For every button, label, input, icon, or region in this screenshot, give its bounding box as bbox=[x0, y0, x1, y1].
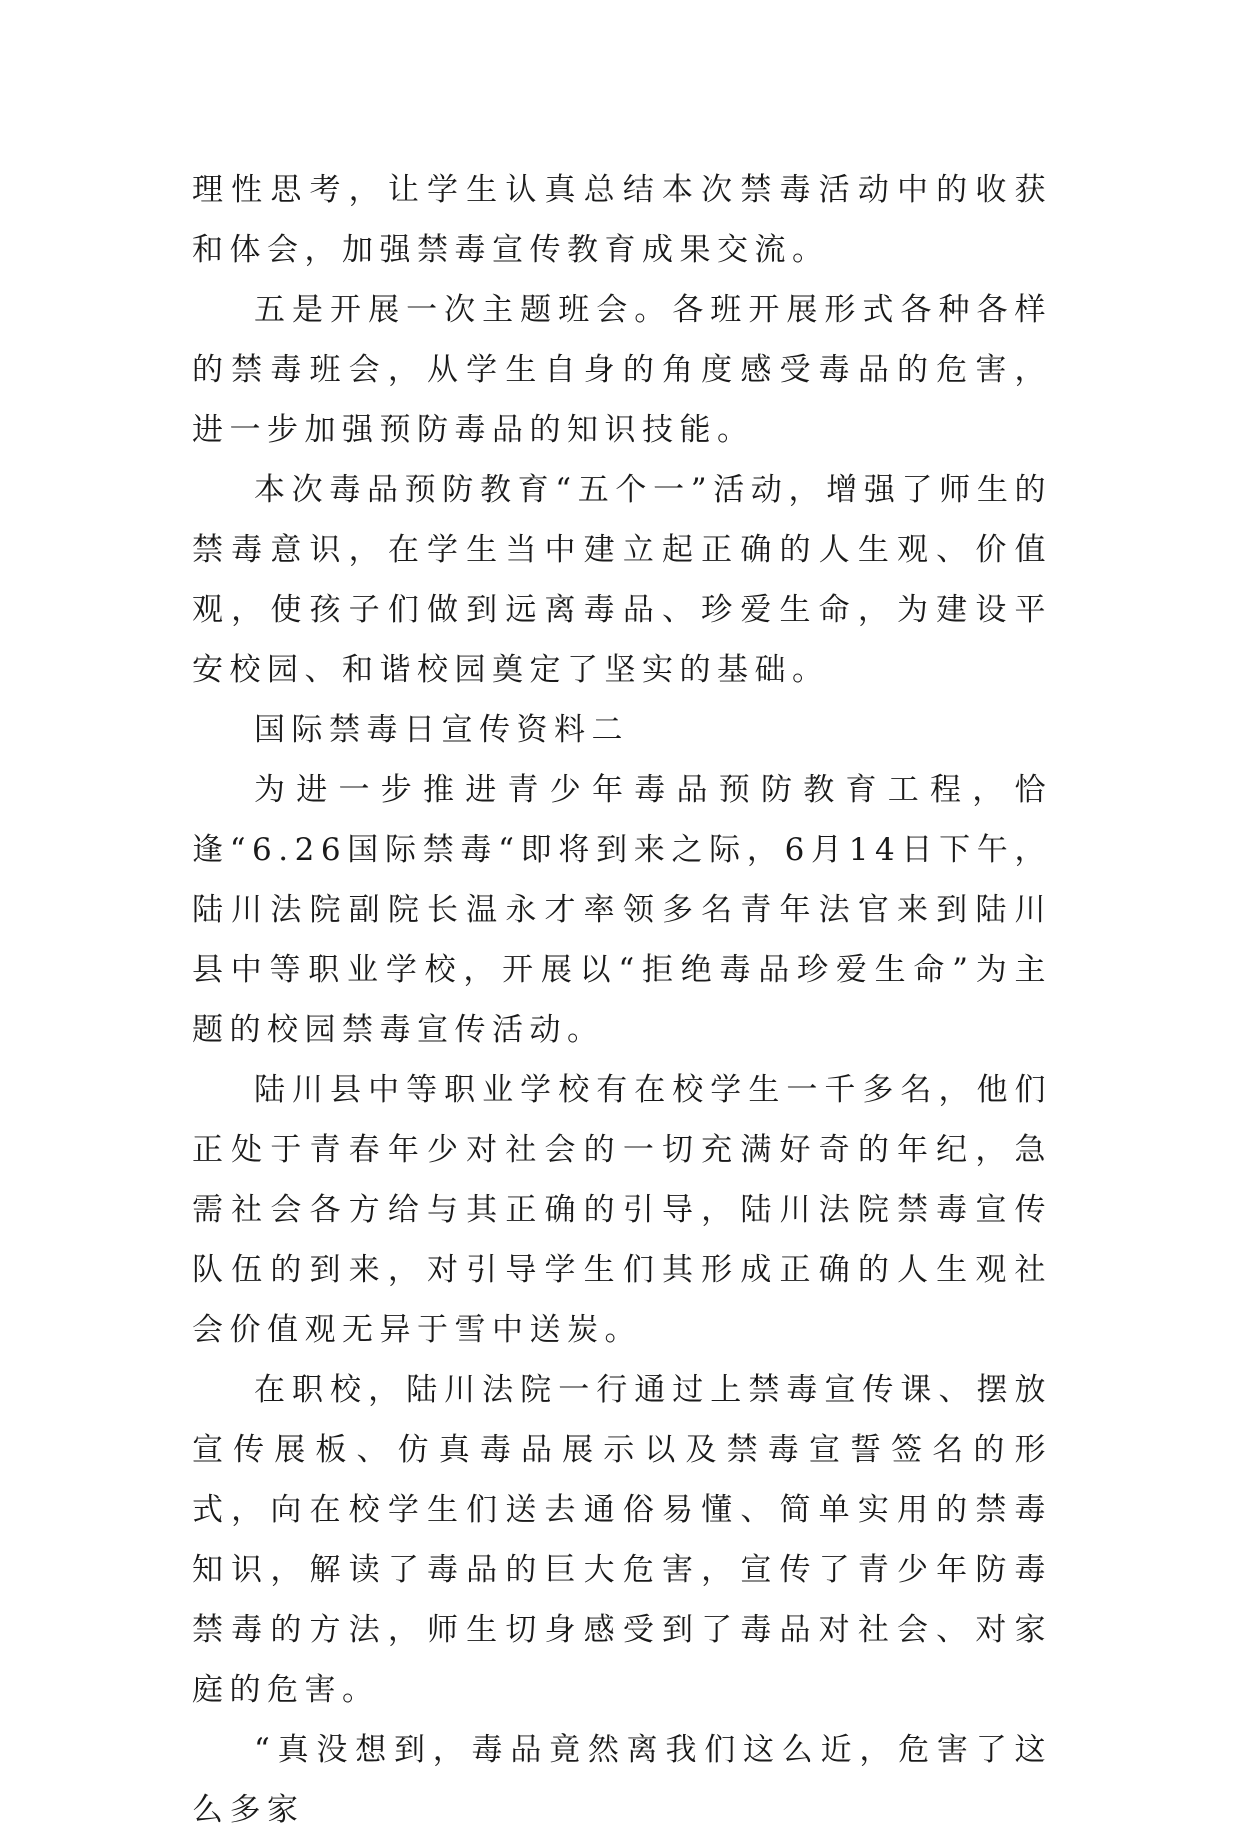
paragraph-1: 理性思考，让学生认真总结本次禁毒活动中的收获和体会，加强禁毒宣传教育成果交流。 bbox=[192, 172, 1052, 268]
section-heading: 国际禁毒日宣传资料二 bbox=[254, 712, 629, 748]
document-body bbox=[192, 160, 1052, 1840]
paragraph-5: 陆川县中等职业学校有在校学生一千多名，他们正处于青春年少对社会的一切充满好奇的年纪，急需社会各方给与其正确的引导，陆川法院禁毒宣传队伍的到来，对引导学生们其形成正确的人生观社会价值观无异于雪中送炭。 bbox=[192, 1072, 1052, 1348]
paragraph-7: “真没想到，毒品竟然离我们这么近，危害了这么多家 bbox=[192, 1732, 1052, 1828]
paragraph-2: 五是开展一次主题班会。各班开展形式各种各样的禁毒班会，从学生自身的角度感受毒品的危害，进一步加强预防毒品的知识技能。 bbox=[192, 292, 1052, 448]
paragraph-3: 本次毒品预防教育“五个一”活动，增强了师生的禁毒意识，在学生当中建立起正确的人生观、价值观，使孩子们做到远离毒品、珍爱生命，为建设平安校园、和谐校园奠定了坚实的基础。 bbox=[192, 472, 1052, 688]
paragraph-6: 在职校，陆川法院一行通过上禁毒宣传课、摆放宣传展板、仿真毒品展示以及禁毒宣誓签名的形式，向在校学生们送去通俗易懂、简单实用的禁毒知识，解读了毒品的巨大危害，宣传了青少年防毒禁毒的方法，师生切身感受到了毒品对社会、对家庭的危害。 bbox=[192, 1372, 1052, 1708]
paragraph-4: 为进一步推进青少年毒品预防教育工程，恰逢“6.26国际禁毒“即将到来之际，6月14日下午，陆川法院副院长温永才率领多名青年法官来到陆川县中等职业学校，开展以“拒绝毒品珍爱生命”为主题的校园禁毒宣传活动。 bbox=[192, 772, 1052, 1048]
